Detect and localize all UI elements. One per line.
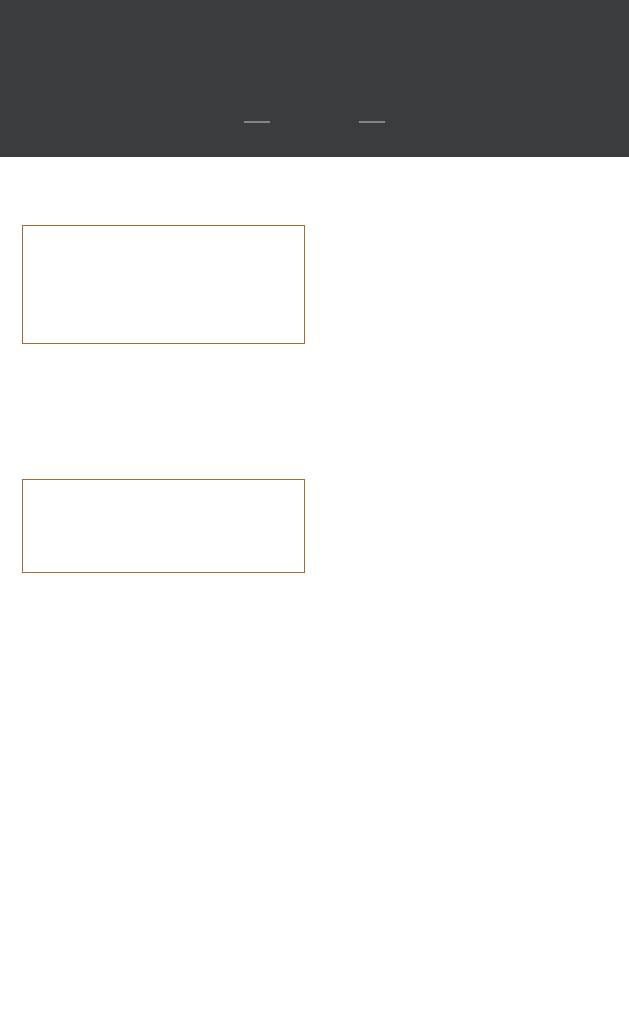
header-banner bbox=[0, 0, 629, 157]
logo-ornament-icon bbox=[0, 0, 629, 157]
domestic-box bbox=[22, 479, 305, 573]
made-local-box bbox=[22, 225, 305, 344]
bucket-shop-logo bbox=[0, 0, 629, 157]
